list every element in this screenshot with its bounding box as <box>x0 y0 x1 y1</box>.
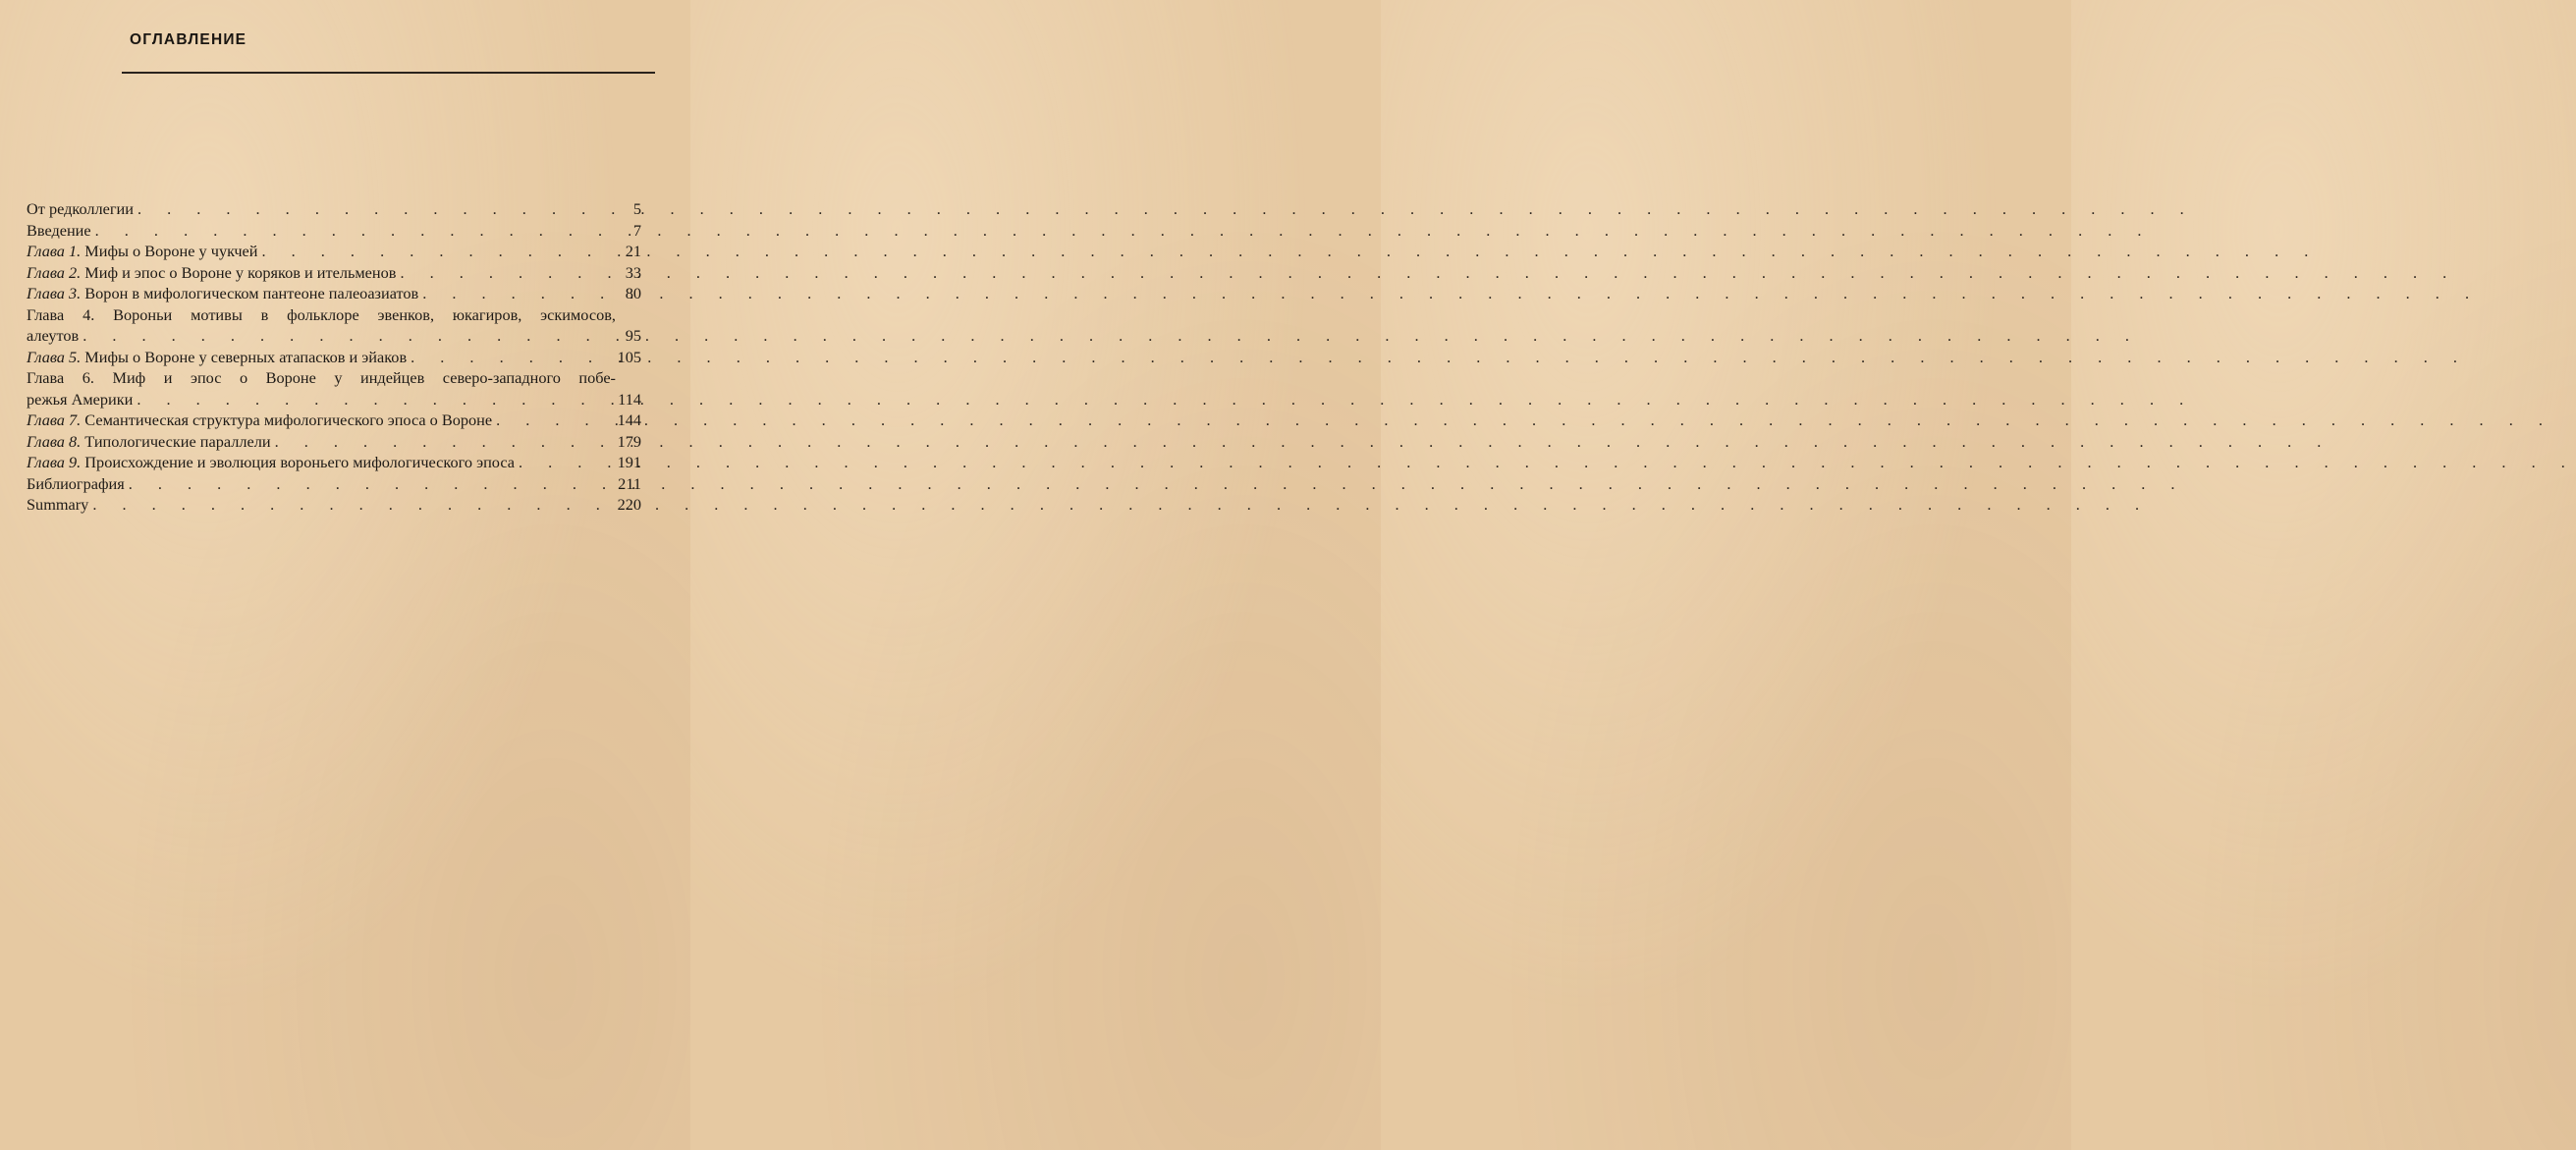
dot-leader <box>400 262 614 284</box>
toc-entry-page: 33 <box>625 262 641 282</box>
chapter-label: Глава 4. <box>27 304 95 324</box>
toc-entry-introduction <box>27 220 641 242</box>
toc-entry-chapter-3 <box>27 283 641 304</box>
toc-entry-summary <box>27 494 641 516</box>
toc-entry-page: 211 <box>618 473 641 493</box>
toc-entry-title-line-2: алеутов <box>27 326 80 345</box>
dot-leader <box>137 198 614 220</box>
dot-leader <box>262 241 615 262</box>
toc-entry-from-editors <box>27 198 641 220</box>
heading-rule <box>122 72 655 74</box>
toc-entry-chapter-8 <box>27 431 641 453</box>
toc-entry-title: Введение <box>27 220 91 240</box>
toc-entry-page: 5 <box>632 199 641 218</box>
toc-entry-title: Мифы о Вороне у чукчей <box>84 242 258 260</box>
dot-leader <box>129 473 614 495</box>
chapter-label: Глава 7. <box>27 411 82 429</box>
toc-entry-page: 21 <box>625 242 641 260</box>
chapter-label: Глава 2. <box>27 262 82 282</box>
dot-leader <box>422 283 614 304</box>
toc-entry-title: Библиография <box>27 473 125 493</box>
dot-leader <box>519 452 614 473</box>
chapter-label: Глава 9. <box>27 453 82 471</box>
chapter-label: Глава 5. <box>27 347 82 366</box>
page-title: ОГЛАВЛЕНИЕ <box>130 31 247 48</box>
toc-entry-title-line-2: режья Америки <box>27 389 134 409</box>
dot-leader <box>275 431 614 453</box>
toc-entry-chapter-9 <box>27 452 641 473</box>
chapter-label: Глава 3. <box>27 284 82 302</box>
toc-entry-title: Ворон в мифологическом пантеоне палеоазиатов <box>84 284 419 302</box>
toc-entry-chapter-7 <box>27 410 641 431</box>
toc-entry-title: Миф и эпос о Вороне у коряков и ительменов <box>84 262 397 282</box>
dot-leader <box>82 325 614 347</box>
toc-entry-page: 95 <box>625 326 641 345</box>
toc-entry-chapter-1 <box>27 241 641 262</box>
toc-entry-page: 220 <box>617 495 641 514</box>
toc-entry-title: Типологические параллели <box>84 431 271 451</box>
dot-leader <box>411 347 614 368</box>
toc-entry-title: Summary <box>27 495 89 514</box>
toc-entry-page: 105 <box>617 347 641 366</box>
toc-entry-title: Семантическая структура мифологического эпоса о Вороне <box>84 411 493 429</box>
chapter-label: Глава 8. <box>27 431 82 451</box>
toc-entry-chapter-6 <box>27 367 641 410</box>
toc-entry-title-line-1: Миф и эпос о Вороне у индейцев северо-западного побе- <box>112 368 616 387</box>
dot-leader <box>92 494 614 516</box>
toc-entry-page: 144 <box>617 411 641 429</box>
toc-entry-title-line-1: Вороньи мотивы в фольклоре эвенков, юкагиров, эскимосов, <box>113 304 616 324</box>
toc-entry-chapter-5 <box>27 347 641 368</box>
toc-entry-page: 7 <box>632 220 641 240</box>
toc-entry-chapter-4 <box>27 304 641 347</box>
toc-entry-bibliography <box>27 473 641 495</box>
book-page <box>0 0 690 1150</box>
toc-entry-page: 179 <box>617 431 641 451</box>
table-of-contents <box>27 198 641 516</box>
chapter-label: Глава 6. <box>27 368 94 387</box>
toc-entry-title: От редколлегии <box>27 199 134 218</box>
chapter-label: Глава 1. <box>27 242 82 260</box>
toc-entry-title: Мифы о Вороне у северных атапасков и эйаков <box>84 347 408 366</box>
toc-entry-title: Происхождение и эволюция вороньего мифологического эпоса <box>84 453 515 471</box>
toc-entry-page: 80 <box>625 284 641 302</box>
dot-leader <box>95 220 614 242</box>
toc-entry-page: 114 <box>618 389 641 409</box>
toc-entry-chapter-2 <box>27 262 641 284</box>
dot-leader <box>496 410 614 431</box>
dot-leader <box>137 389 614 411</box>
toc-entry-page: 191 <box>617 453 641 471</box>
